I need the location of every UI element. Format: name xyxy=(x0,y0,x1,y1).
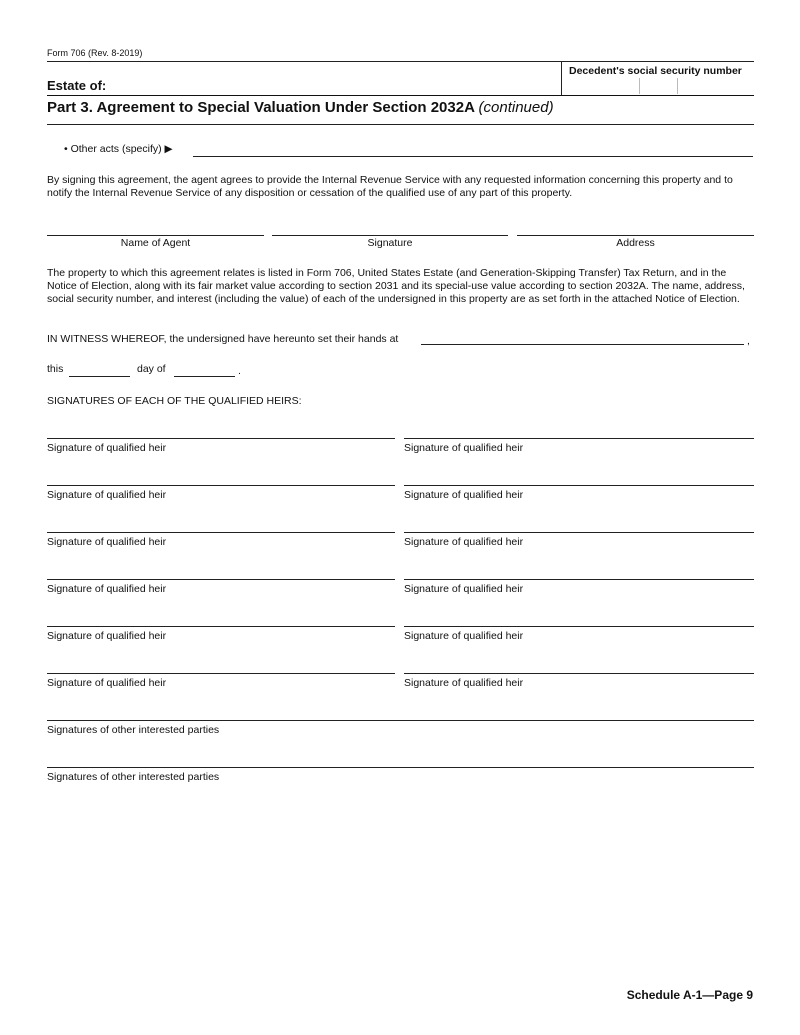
other-party-signature-line[interactable] xyxy=(47,720,754,721)
agent-address-label: Address xyxy=(616,237,655,249)
ssn-divider xyxy=(677,78,678,94)
ssn-input[interactable] xyxy=(563,78,753,94)
heir-signature-label: Signature of qualified heir xyxy=(47,630,167,642)
heir-signature-line[interactable] xyxy=(404,673,754,674)
part-title xyxy=(47,99,554,116)
heir-signature-line[interactable] xyxy=(404,626,754,627)
witness-place-input[interactable] xyxy=(421,344,744,345)
heir-signature-line[interactable] xyxy=(47,673,395,674)
other-acts-input[interactable] xyxy=(193,142,753,157)
month-input[interactable] xyxy=(174,376,235,377)
agent-signature-input[interactable] xyxy=(272,235,508,236)
heir-signature-label: Signature of qualified heir xyxy=(404,630,524,642)
witness-text: IN WITNESS WHEREOF, the undersigned have hereunto set their hands at xyxy=(47,333,399,345)
other-acts-label: • Other acts (specify) ▶ xyxy=(64,143,173,155)
day-input[interactable] xyxy=(69,376,130,377)
day-of-label: day of xyxy=(137,363,166,375)
signatures-heading: SIGNATURES OF EACH OF THE QUALIFIED HEIRS: xyxy=(47,395,302,407)
agent-signature-label: Signature xyxy=(367,237,413,249)
header-top-rule xyxy=(47,61,754,62)
part-title-suffix: (continued) xyxy=(478,99,554,116)
heir-signature-label: Signature of qualified heir xyxy=(47,583,167,595)
agent-name-label: Name of Agent xyxy=(120,237,191,249)
heir-signature-line[interactable] xyxy=(47,532,395,533)
heir-signature-label: Signature of qualified heir xyxy=(47,536,167,548)
agent-name-input[interactable] xyxy=(47,235,264,236)
heir-signature-line[interactable] xyxy=(404,485,754,486)
heir-signature-line[interactable] xyxy=(47,485,395,486)
heir-signature-label: Signature of qualified heir xyxy=(47,489,167,501)
witness-comma: , xyxy=(747,335,750,347)
estate-rule xyxy=(47,95,754,96)
part-title-rule xyxy=(47,124,754,125)
heir-signature-line[interactable] xyxy=(47,626,395,627)
heir-signature-line[interactable] xyxy=(47,579,395,580)
date-period: . xyxy=(238,365,241,377)
agent-paragraph: By signing this agreement, the agent agrees to provide the Internal Revenue Service with any requested information concerning this property and to notify the Internal Revenue Service of any disposition or cessation of the qualified use of any part of this property. xyxy=(47,174,733,199)
other-party-signature-line[interactable] xyxy=(47,767,754,768)
heir-signature-label: Signature of qualified heir xyxy=(404,489,524,501)
this-label: this xyxy=(47,363,64,375)
heir-signature-label: Signature of qualified heir xyxy=(404,677,524,689)
heir-signature-line[interactable] xyxy=(404,532,754,533)
other-party-label: Signatures of other interested parties xyxy=(47,771,220,783)
heir-signature-label: Signature of qualified heir xyxy=(404,442,524,454)
heir-signature-label: Signature of qualified heir xyxy=(47,677,167,689)
ssn-label: Decedent's social security number xyxy=(569,65,742,77)
ssn-box-left-border xyxy=(561,61,562,95)
heir-signature-label: Signature of qualified heir xyxy=(404,583,524,595)
page-footer: Schedule A-1—Page 9 xyxy=(626,988,753,1002)
heir-signature-label: Signature of qualified heir xyxy=(47,442,167,454)
heir-signature-label: Signature of qualified heir xyxy=(404,536,524,548)
heir-signature-line[interactable] xyxy=(404,579,754,580)
ssn-divider xyxy=(639,78,640,94)
agent-address-input[interactable] xyxy=(517,235,754,236)
part-title-text: Part 3. Agreement to Special Valuation Under Section 2032A xyxy=(47,99,475,116)
heir-signature-line[interactable] xyxy=(404,438,754,439)
estate-label: Estate of: xyxy=(47,78,107,93)
other-party-label: Signatures of other interested parties xyxy=(47,724,220,736)
heir-signature-line[interactable] xyxy=(47,438,395,439)
form-revision: Form 706 (Rev. 8-2019) xyxy=(47,48,143,58)
property-paragraph: The property to which this agreement relates is listed in Form 706, United States Estate (and Generation-Skipping Transfer) Tax Return, and in the Notice of Election, along with its fair market value according to section 2031 and its special-use value according to section 2032A. The name, address, social security number, and interest (including the value) of each of the undersigned in this property are as set forth in the attached Notice of Election. xyxy=(47,267,745,305)
